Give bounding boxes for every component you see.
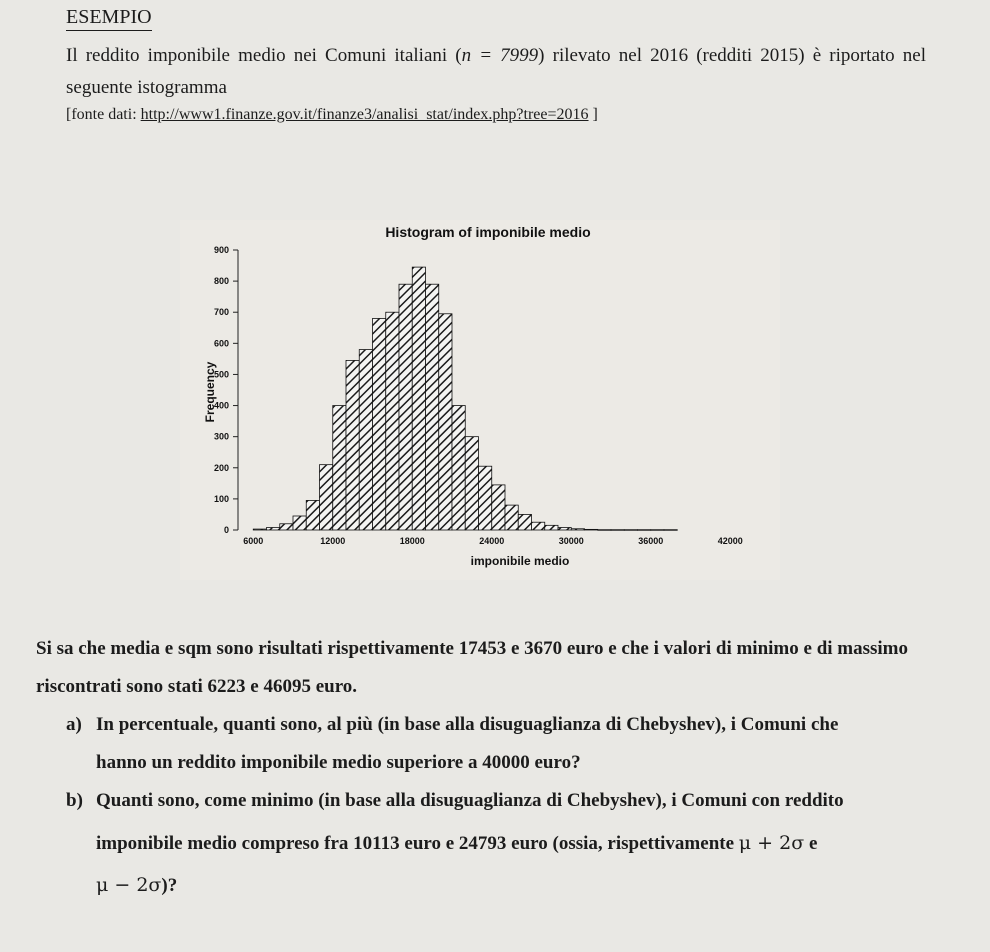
histogram-bar (293, 516, 306, 530)
x-tick-label: 6000 (243, 536, 264, 546)
question-a (66, 706, 946, 744)
histogram-bar (320, 465, 333, 530)
y-tick-label: 600 (213, 338, 229, 349)
histogram-bar (426, 284, 439, 530)
y-tick-label: 100 (213, 493, 229, 504)
question-b-text-4: e (804, 833, 818, 854)
histogram-bar (532, 522, 545, 530)
histogram-bar (518, 514, 531, 530)
intro-text-b: ) rilevato nel 2016 (redditi 2015) è riportato nel seguente istogramma (66, 45, 927, 98)
histogram-bar (280, 524, 293, 530)
x-axis (243, 536, 743, 546)
question-a-line-2 (96, 744, 946, 782)
histogram-bar (492, 485, 505, 530)
source-suffix: ] (588, 106, 598, 123)
intro-paragraph (66, 40, 926, 104)
histogram-bar (452, 406, 465, 530)
histogram-bar (306, 500, 319, 530)
y-tick-label: 800 (213, 276, 229, 287)
page-title: ESEMPIO (66, 6, 152, 28)
histogram-bar (571, 529, 584, 530)
question-b-text-2: (in base alla disuguaglianza di Chebyshev), i Comuni con reddito (313, 790, 844, 811)
source-link[interactable]: http://www1.finanze.gov.it/finanze3/analisi_stat/index.php?tree=2016 (140, 106, 589, 123)
x-tick-label: 30000 (558, 536, 584, 546)
math-mu-minus-2sigma: μ − 2σ (96, 874, 162, 896)
histogram-bar (505, 505, 518, 530)
question-b-line-3 (96, 866, 496, 905)
histogram-bar (638, 530, 651, 531)
histogram-bars (253, 267, 677, 530)
histogram-bar (439, 314, 452, 530)
histogram-chart (180, 220, 780, 580)
histogram-bar (267, 528, 280, 530)
y-tick-label: 200 (213, 462, 229, 473)
problem-statement: Si sa che media e sqm sono risultati rispettivamente 17453 e 3670 euro e che i valori di minimo e di massimo riscontrati sono stati 6223 e 46095 euro. (36, 638, 909, 697)
x-tick-label: 24000 (479, 536, 505, 546)
y-tick-label: 500 (213, 369, 229, 380)
x-tick-label: 18000 (399, 536, 425, 546)
x-axis-label: imponibile medio (470, 554, 570, 568)
question-b-text-1: Quanti sono, (96, 790, 205, 811)
source-prefix: [fonte dati: (66, 106, 141, 123)
x-tick-label: 42000 (717, 536, 743, 546)
histogram-bar (624, 530, 637, 531)
question-b-line-2 (96, 824, 976, 863)
question-a-text-3: hanno un reddito imponibile medio superiore a 40000 euro? (96, 752, 581, 773)
data-source (66, 106, 598, 124)
histogram-bar (373, 318, 386, 530)
chart-title: Histogram of imponibile medio (385, 224, 591, 240)
y-tick-label: 900 (213, 245, 229, 255)
y-tick-label: 400 (213, 400, 229, 411)
y-axis (214, 245, 238, 535)
question-b (66, 782, 966, 820)
problem-text (36, 630, 956, 706)
question-b-emphasis: come minimo (204, 790, 314, 811)
y-tick-label: 0 (223, 525, 229, 535)
question-b-text-3: imponibile medio compreso fra 10113 euro e 24793 euro (ossia, rispettivamente (96, 833, 739, 854)
histogram-bar (333, 406, 346, 530)
histogram-bar (399, 284, 412, 530)
question-a-marker: a) (66, 714, 82, 735)
histogram-bar (386, 312, 399, 530)
histogram-bar (558, 528, 571, 530)
histogram-bar (253, 529, 266, 530)
histogram-bar (412, 267, 425, 530)
y-tick-label: 300 (213, 431, 229, 442)
question-a-text-1: In percentuale, quanti sono, (96, 714, 327, 735)
intro-text-a: Il reddito imponibile medio nei Comuni italiani ( (66, 45, 462, 66)
x-tick-label: 36000 (638, 536, 664, 546)
histogram-bar (465, 437, 478, 530)
histogram-figure (180, 220, 780, 580)
y-axis-label: Frequency (203, 361, 217, 423)
question-b-marker: b) (66, 790, 83, 811)
intro-n-value: n = 7999 (461, 45, 539, 66)
math-mu-plus-2sigma: μ + 2σ (738, 832, 805, 854)
histogram-bar (611, 530, 624, 531)
question-a-emphasis: al più (326, 714, 373, 735)
histogram-bar (585, 529, 598, 530)
y-tick-label: 700 (213, 307, 229, 318)
histogram-bar (598, 530, 611, 531)
histogram-bar (479, 466, 492, 530)
x-tick-label: 12000 (320, 536, 346, 546)
histogram-bar (346, 360, 359, 530)
histogram-bar (651, 530, 664, 531)
question-b-text-5: )? (161, 875, 178, 896)
histogram-bar (545, 525, 558, 530)
histogram-bar (359, 350, 372, 530)
question-a-text-2: (in base alla disuguaglianza di Chebyshev), i Comuni che (372, 714, 839, 735)
histogram-bar (664, 530, 677, 531)
